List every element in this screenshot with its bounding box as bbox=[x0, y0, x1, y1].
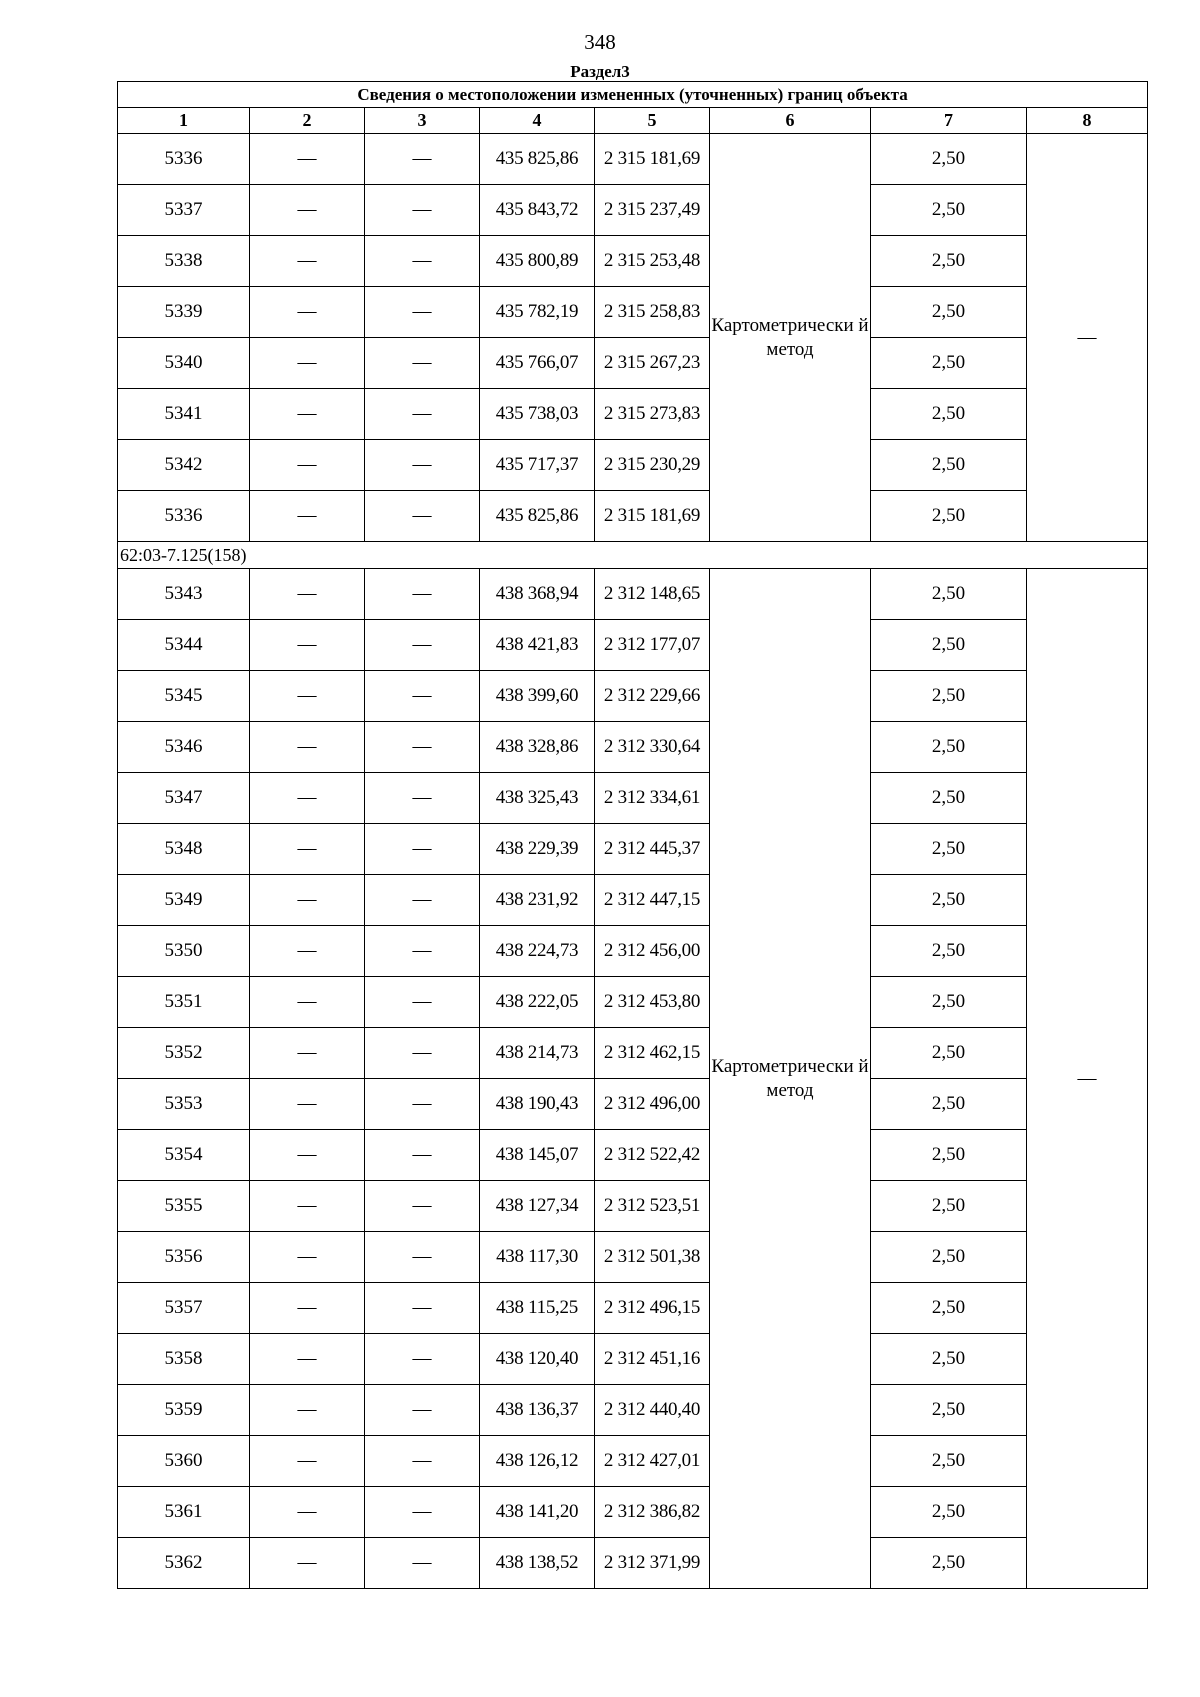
y-coordinate-cell: 2 312 496,15 bbox=[595, 1283, 710, 1334]
point-number-cell: 5344 bbox=[118, 620, 250, 671]
y-coordinate-cell: 2 312 330,64 bbox=[595, 722, 710, 773]
table-row bbox=[118, 1283, 1148, 1334]
column-3-cell: — bbox=[365, 620, 480, 671]
x-coordinate-cell: 438 231,92 bbox=[480, 875, 595, 926]
accuracy-cell: 2,50 bbox=[871, 824, 1027, 875]
column-number: 8 bbox=[1027, 108, 1148, 134]
x-coordinate-cell: 438 145,07 bbox=[480, 1130, 595, 1181]
column-2-cell: — bbox=[250, 287, 365, 338]
x-coordinate-cell: 435 825,86 bbox=[480, 134, 595, 185]
column-number: 6 bbox=[710, 108, 871, 134]
y-coordinate-cell: 2 312 177,07 bbox=[595, 620, 710, 671]
y-coordinate-cell: 2 312 447,15 bbox=[595, 875, 710, 926]
column-2-cell: — bbox=[250, 185, 365, 236]
column-3-cell: — bbox=[365, 491, 480, 542]
column-8-cell: — bbox=[1027, 569, 1148, 1589]
accuracy-cell: 2,50 bbox=[871, 1079, 1027, 1130]
column-3-cell: — bbox=[365, 1385, 480, 1436]
column-3-cell: — bbox=[365, 773, 480, 824]
y-coordinate-cell: 2 315 237,49 bbox=[595, 185, 710, 236]
x-coordinate-cell: 438 136,37 bbox=[480, 1385, 595, 1436]
column-2-cell: — bbox=[250, 620, 365, 671]
x-coordinate-cell: 438 138,52 bbox=[480, 1538, 595, 1589]
column-number: 3 bbox=[365, 108, 480, 134]
point-number-cell: 5336 bbox=[118, 134, 250, 185]
accuracy-cell: 2,50 bbox=[871, 1130, 1027, 1181]
y-coordinate-cell: 2 312 523,51 bbox=[595, 1181, 710, 1232]
x-coordinate-cell: 438 325,43 bbox=[480, 773, 595, 824]
accuracy-cell: 2,50 bbox=[871, 491, 1027, 542]
point-number-cell: 5354 bbox=[118, 1130, 250, 1181]
table-row bbox=[118, 977, 1148, 1028]
column-3-cell: — bbox=[365, 722, 480, 773]
table-row bbox=[118, 569, 1148, 620]
x-coordinate-cell: 438 222,05 bbox=[480, 977, 595, 1028]
column-3-cell: — bbox=[365, 389, 480, 440]
point-number-cell: 5343 bbox=[118, 569, 250, 620]
accuracy-cell: 2,50 bbox=[871, 1283, 1027, 1334]
table-row bbox=[118, 1079, 1148, 1130]
x-coordinate-cell: 438 127,34 bbox=[480, 1181, 595, 1232]
column-2-cell: — bbox=[250, 389, 365, 440]
table-row bbox=[118, 824, 1148, 875]
column-number: 7 bbox=[871, 108, 1027, 134]
point-number-cell: 5347 bbox=[118, 773, 250, 824]
column-3-cell: — bbox=[365, 185, 480, 236]
point-number-cell: 5336 bbox=[118, 491, 250, 542]
column-8-cell: — bbox=[1027, 134, 1148, 542]
column-2-cell: — bbox=[250, 773, 365, 824]
column-3-cell: — bbox=[365, 1487, 480, 1538]
x-coordinate-cell: 438 328,86 bbox=[480, 722, 595, 773]
group-label-row bbox=[118, 542, 1148, 569]
point-number-cell: 5361 bbox=[118, 1487, 250, 1538]
x-coordinate-cell: 435 825,86 bbox=[480, 491, 595, 542]
table-row bbox=[118, 875, 1148, 926]
table-row bbox=[118, 722, 1148, 773]
column-2-cell: — bbox=[250, 1538, 365, 1589]
boundary-coordinates-table bbox=[117, 81, 1148, 1589]
table-row bbox=[118, 1232, 1148, 1283]
x-coordinate-cell: 438 126,12 bbox=[480, 1436, 595, 1487]
table-row bbox=[118, 236, 1148, 287]
y-coordinate-cell: 2 312 451,16 bbox=[595, 1334, 710, 1385]
y-coordinate-cell: 2 312 462,15 bbox=[595, 1028, 710, 1079]
accuracy-cell: 2,50 bbox=[871, 440, 1027, 491]
column-2-cell: — bbox=[250, 977, 365, 1028]
y-coordinate-cell: 2 315 253,48 bbox=[595, 236, 710, 287]
point-number-cell: 5358 bbox=[118, 1334, 250, 1385]
column-3-cell: — bbox=[365, 1283, 480, 1334]
y-coordinate-cell: 2 315 181,69 bbox=[595, 491, 710, 542]
y-coordinate-cell: 2 315 267,23 bbox=[595, 338, 710, 389]
x-coordinate-cell: 435 800,89 bbox=[480, 236, 595, 287]
accuracy-cell: 2,50 bbox=[871, 620, 1027, 671]
point-number-cell: 5356 bbox=[118, 1232, 250, 1283]
table-row bbox=[118, 1334, 1148, 1385]
column-3-cell: — bbox=[365, 1436, 480, 1487]
page-number: 348 bbox=[584, 30, 616, 54]
x-coordinate-cell: 435 843,72 bbox=[480, 185, 595, 236]
table-row bbox=[118, 185, 1148, 236]
column-2-cell: — bbox=[250, 569, 365, 620]
column-3-cell: — bbox=[365, 1232, 480, 1283]
column-number-row bbox=[118, 108, 1148, 134]
column-2-cell: — bbox=[250, 491, 365, 542]
y-coordinate-cell: 2 312 501,38 bbox=[595, 1232, 710, 1283]
point-number-cell: 5351 bbox=[118, 977, 250, 1028]
x-coordinate-cell: 438 421,83 bbox=[480, 620, 595, 671]
accuracy-cell: 2,50 bbox=[871, 926, 1027, 977]
x-coordinate-cell: 438 141,20 bbox=[480, 1487, 595, 1538]
accuracy-cell: 2,50 bbox=[871, 389, 1027, 440]
x-coordinate-cell: 435 766,07 bbox=[480, 338, 595, 389]
column-2-cell: — bbox=[250, 134, 365, 185]
x-coordinate-cell: 438 224,73 bbox=[480, 926, 595, 977]
method-cell: Картометрически й метод bbox=[710, 569, 871, 1589]
accuracy-cell: 2,50 bbox=[871, 287, 1027, 338]
column-number: 5 bbox=[595, 108, 710, 134]
accuracy-cell: 2,50 bbox=[871, 185, 1027, 236]
column-2-cell: — bbox=[250, 875, 365, 926]
accuracy-cell: 2,50 bbox=[871, 1334, 1027, 1385]
column-2-cell: — bbox=[250, 824, 365, 875]
y-coordinate-cell: 2 312 456,00 bbox=[595, 926, 710, 977]
y-coordinate-cell: 2 315 230,29 bbox=[595, 440, 710, 491]
table-row bbox=[118, 287, 1148, 338]
column-3-cell: — bbox=[365, 824, 480, 875]
point-number-cell: 5359 bbox=[118, 1385, 250, 1436]
table-row bbox=[118, 1130, 1148, 1181]
column-2-cell: — bbox=[250, 1385, 365, 1436]
x-coordinate-cell: 435 782,19 bbox=[480, 287, 595, 338]
point-number-cell: 5339 bbox=[118, 287, 250, 338]
column-number: 4 bbox=[480, 108, 595, 134]
point-number-cell: 5349 bbox=[118, 875, 250, 926]
column-2-cell: — bbox=[250, 440, 365, 491]
point-number-cell: 5338 bbox=[118, 236, 250, 287]
y-coordinate-cell: 2 312 496,00 bbox=[595, 1079, 710, 1130]
column-2-cell: — bbox=[250, 1283, 365, 1334]
method-cell: Картометрически й метод bbox=[710, 134, 871, 542]
column-2-cell: — bbox=[250, 1130, 365, 1181]
column-2-cell: — bbox=[250, 722, 365, 773]
y-coordinate-cell: 2 312 427,01 bbox=[595, 1436, 710, 1487]
accuracy-cell: 2,50 bbox=[871, 569, 1027, 620]
column-3-cell: — bbox=[365, 977, 480, 1028]
accuracy-cell: 2,50 bbox=[871, 1487, 1027, 1538]
column-3-cell: — bbox=[365, 569, 480, 620]
column-3-cell: — bbox=[365, 287, 480, 338]
y-coordinate-cell: 2 312 453,80 bbox=[595, 977, 710, 1028]
point-number-cell: 5348 bbox=[118, 824, 250, 875]
accuracy-cell: 2,50 bbox=[871, 1181, 1027, 1232]
column-2-cell: — bbox=[250, 1232, 365, 1283]
table-row bbox=[118, 926, 1148, 977]
column-3-cell: — bbox=[365, 134, 480, 185]
accuracy-cell: 2,50 bbox=[871, 722, 1027, 773]
accuracy-cell: 2,50 bbox=[871, 1385, 1027, 1436]
y-coordinate-cell: 2 312 522,42 bbox=[595, 1130, 710, 1181]
column-2-cell: — bbox=[250, 236, 365, 287]
y-coordinate-cell: 2 312 440,40 bbox=[595, 1385, 710, 1436]
column-2-cell: — bbox=[250, 1181, 365, 1232]
column-2-cell: — bbox=[250, 926, 365, 977]
table-row bbox=[118, 134, 1148, 185]
table-row bbox=[118, 773, 1148, 824]
point-number-cell: 5341 bbox=[118, 389, 250, 440]
point-number-cell: 5340 bbox=[118, 338, 250, 389]
y-coordinate-cell: 2 312 386,82 bbox=[595, 1487, 710, 1538]
accuracy-cell: 2,50 bbox=[871, 338, 1027, 389]
accuracy-cell: 2,50 bbox=[871, 875, 1027, 926]
accuracy-cell: 2,50 bbox=[871, 1232, 1027, 1283]
x-coordinate-cell: 438 120,40 bbox=[480, 1334, 595, 1385]
point-number-cell: 5337 bbox=[118, 185, 250, 236]
column-number: 1 bbox=[118, 108, 250, 134]
table-caption: Сведения о местоположении измененных (уточненных) границ объекта bbox=[118, 82, 1148, 108]
y-coordinate-cell: 2 315 181,69 bbox=[595, 134, 710, 185]
column-3-cell: — bbox=[365, 338, 480, 389]
y-coordinate-cell: 2 312 334,61 bbox=[595, 773, 710, 824]
column-3-cell: — bbox=[365, 671, 480, 722]
column-2-cell: — bbox=[250, 338, 365, 389]
point-number-cell: 5352 bbox=[118, 1028, 250, 1079]
y-coordinate-cell: 2 312 229,66 bbox=[595, 671, 710, 722]
table-row bbox=[118, 440, 1148, 491]
accuracy-cell: 2,50 bbox=[871, 773, 1027, 824]
column-number: 2 bbox=[250, 108, 365, 134]
x-coordinate-cell: 438 368,94 bbox=[480, 569, 595, 620]
y-coordinate-cell: 2 312 445,37 bbox=[595, 824, 710, 875]
accuracy-cell: 2,50 bbox=[871, 134, 1027, 185]
column-3-cell: — bbox=[365, 1334, 480, 1385]
table-caption-row bbox=[118, 82, 1148, 108]
column-3-cell: — bbox=[365, 1130, 480, 1181]
table-body bbox=[118, 134, 1148, 1589]
y-coordinate-cell: 2 312 371,99 bbox=[595, 1538, 710, 1589]
cadastral-number-label: 62:03-7.125(158) bbox=[118, 542, 1148, 569]
x-coordinate-cell: 435 717,37 bbox=[480, 440, 595, 491]
column-2-cell: — bbox=[250, 1028, 365, 1079]
column-2-cell: — bbox=[250, 1436, 365, 1487]
accuracy-cell: 2,50 bbox=[871, 236, 1027, 287]
point-number-cell: 5350 bbox=[118, 926, 250, 977]
section-title: Раздел3 bbox=[570, 62, 630, 81]
column-3-cell: — bbox=[365, 1538, 480, 1589]
table-row bbox=[118, 1538, 1148, 1589]
point-number-cell: 5353 bbox=[118, 1079, 250, 1130]
table-row bbox=[118, 671, 1148, 722]
column-3-cell: — bbox=[365, 1181, 480, 1232]
table-row bbox=[118, 1487, 1148, 1538]
point-number-cell: 5360 bbox=[118, 1436, 250, 1487]
point-number-cell: 5346 bbox=[118, 722, 250, 773]
table-row bbox=[118, 338, 1148, 389]
point-number-cell: 5355 bbox=[118, 1181, 250, 1232]
y-coordinate-cell: 2 315 258,83 bbox=[595, 287, 710, 338]
column-3-cell: — bbox=[365, 440, 480, 491]
x-coordinate-cell: 438 229,39 bbox=[480, 824, 595, 875]
x-coordinate-cell: 435 738,03 bbox=[480, 389, 595, 440]
x-coordinate-cell: 438 190,43 bbox=[480, 1079, 595, 1130]
table-row bbox=[118, 1436, 1148, 1487]
column-3-cell: — bbox=[365, 875, 480, 926]
table-row bbox=[118, 620, 1148, 671]
column-3-cell: — bbox=[365, 926, 480, 977]
x-coordinate-cell: 438 214,73 bbox=[480, 1028, 595, 1079]
x-coordinate-cell: 438 115,25 bbox=[480, 1283, 595, 1334]
column-3-cell: — bbox=[365, 1079, 480, 1130]
accuracy-cell: 2,50 bbox=[871, 671, 1027, 722]
point-number-cell: 5345 bbox=[118, 671, 250, 722]
column-2-cell: — bbox=[250, 1079, 365, 1130]
point-number-cell: 5362 bbox=[118, 1538, 250, 1589]
accuracy-cell: 2,50 bbox=[871, 1436, 1027, 1487]
accuracy-cell: 2,50 bbox=[871, 977, 1027, 1028]
table-row bbox=[118, 1181, 1148, 1232]
table-row bbox=[118, 491, 1148, 542]
accuracy-cell: 2,50 bbox=[871, 1538, 1027, 1589]
table-row bbox=[118, 1028, 1148, 1079]
y-coordinate-cell: 2 312 148,65 bbox=[595, 569, 710, 620]
point-number-cell: 5342 bbox=[118, 440, 250, 491]
column-2-cell: — bbox=[250, 1487, 365, 1538]
x-coordinate-cell: 438 399,60 bbox=[480, 671, 595, 722]
accuracy-cell: 2,50 bbox=[871, 1028, 1027, 1079]
column-2-cell: — bbox=[250, 1334, 365, 1385]
column-3-cell: — bbox=[365, 1028, 480, 1079]
column-3-cell: — bbox=[365, 236, 480, 287]
table-row bbox=[118, 1385, 1148, 1436]
x-coordinate-cell: 438 117,30 bbox=[480, 1232, 595, 1283]
column-2-cell: — bbox=[250, 671, 365, 722]
point-number-cell: 5357 bbox=[118, 1283, 250, 1334]
y-coordinate-cell: 2 315 273,83 bbox=[595, 389, 710, 440]
table-row bbox=[118, 389, 1148, 440]
